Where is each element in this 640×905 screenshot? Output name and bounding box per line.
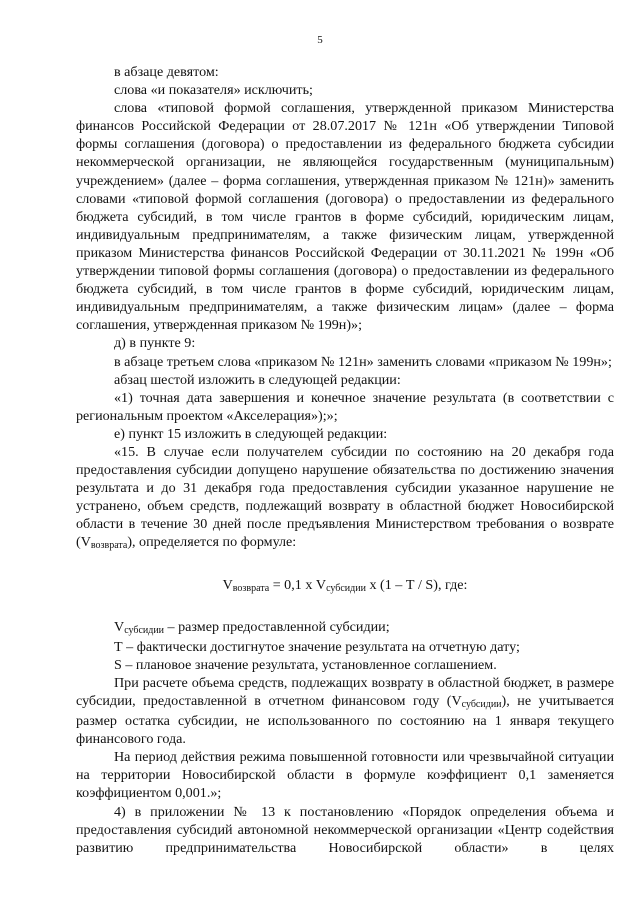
paragraph-emergency-regime: На период действия режима повышенной готовности или чрезвычайной ситуации на территории Новосибирской области в формуле коэффициент 0,1 заменяется коэффициентом 0,001.»; [76,749,614,802]
paragraph-calc-note [76,674,614,748]
formula-sub-subsidii: субсидии [326,582,366,594]
point-15-text: «15. В случае если получателем субсидии по состоянию на 20 декабря года предоставления субсидии допущено нарушение обязательства по достижению значения результата и до 31 декабря года предоставления субсидии указанное нарушение не устранено, объем средств, подлежащий возврату в областной бюджет Новосибирской области в течение 30 дней после предъявления Министерством требования о возврате (V [76,443,614,551]
paragraph-words-replace: слова «типовой формой соглашения, утвержденной приказом Министерства финансов Российской Федерации от 28.07.2017 № 121н «Об утверждении Типовой формы соглашения (договора) о предоставлении из федерального бюджета субсидии некоммерческой организации, не являющейся государственным (муниципальным) учреждением» (далее – форма соглашения, утвержденная приказом № 121н)» заменить словами «типовой формой соглашения (договора) о предоставлении из федерального бюджета субсидий, в том числе грантов в форме субсидий, юридическим лицам, индивидуальным предпринимателям, а также физическим лицам, утвержденной приказом Министерства финансов Российской Федерации от 30.11.2021 № 199н «Об утверждении типовой формы соглашения (договора) о предоставлении из федерального бюджета субсидий, в том числе грантов в форме субсидий, юридическим лицам, индивидуальным предпринимателям, а также физическим лицам» (далее – форма соглашения, утвержденная приказом № 199н)»; [76,100,614,334]
formula-v: V [222,576,233,593]
definition-t: Т – фактически достигнутое значение результата на отчетную дату; [114,638,520,655]
paragraph-exact-date: «1) точная дата завершения и конечное значение результата (в соответствии с региональным проектом «Акселерация»);»; [76,389,614,424]
v-vozvrata-subscript: возврата [90,540,128,552]
page-number: 5 [317,34,323,46]
paragraph-words-exclude: слова «и показателя» исключить; [114,82,313,99]
return-formula [76,576,614,596]
paragraph-d-point-9: д) в пункте 9: [114,335,196,352]
calc-note-tail: ), не учитывается размер остатка субсидии, не использованного по состоянию на 1 января текущего финансового года. [76,693,614,748]
formula-mid: = 0,1 х V [269,576,327,593]
def-v-letter: V [114,618,125,635]
paragraph-e-point-15: е) пункт 15 изложить в следующей редакции: [114,425,388,442]
formula-tail: х (1 – Т / S), где: [365,576,468,593]
def-v-text: – размер предоставленной субсидии; [164,618,390,635]
document-body [76,63,614,857]
paragraph-point-15 [76,443,614,554]
definition-s: S – плановое значение результата, установленное соглашением. [114,656,497,673]
paragraph-item-9: в абзаце девятом: [114,64,219,80]
calc-note-sub: субсидии [461,699,502,710]
paragraph-annex-13: 4) в приложении № 13 к постановлению «Порядок определения объема и предоставления субсидий автономной некоммерческой организации «Центр содействия развитию предпринимательства Новосибирской области» в целях [76,803,614,856]
paragraph-abzac-sixth: абзац шестой изложить в следующей редакции: [114,371,401,388]
point-15-tail: ), определяется по формуле: [127,534,297,551]
formula-sub-vozvrata: возврата [232,582,270,594]
def-v-sub: субсидии [124,624,165,636]
definition-v-subsidii [76,618,614,638]
paragraph-abzac-third: в абзаце третьем слова «приказом № 121н» заменить словами «приказом № 199н»; [114,353,612,370]
calc-note-text: При расчете объема средств, подлежащих возврату в областной бюджет, в размере субсидии, предоставленной в отчетном финансовом году (V [76,674,614,709]
